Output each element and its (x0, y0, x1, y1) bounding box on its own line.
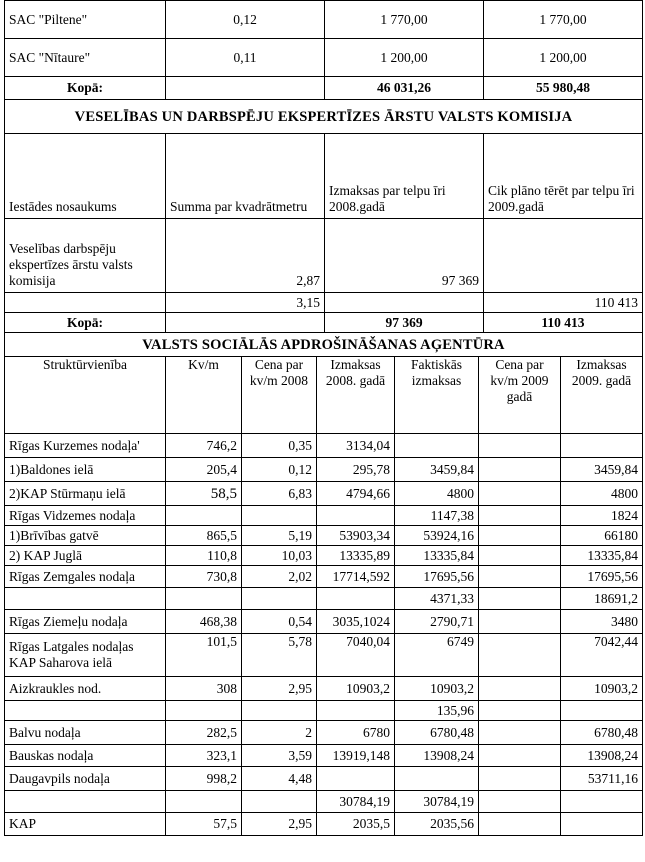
table-row (5, 39, 643, 77)
cena-2009-cell (479, 458, 561, 482)
cena-2009-cell (479, 745, 561, 767)
institution-name: Veselības darbspēju ekspertīzes ārstu valsts komisija (5, 219, 166, 293)
cena-2008-cell: 5,19 (242, 526, 317, 546)
fakt-cell: 6780,48 (395, 721, 479, 745)
struct-name: 2) KAP Juglā (5, 546, 166, 566)
struct-name: Daugavpils nodaļa (5, 767, 166, 791)
fakt-cell: 17695,56 (395, 566, 479, 588)
fakt-cell: 30784,19 (395, 791, 479, 813)
cena-2009-cell (479, 482, 561, 506)
table-row (5, 634, 643, 677)
table-row (5, 434, 643, 458)
izm-2008-cell: 4794,66 (317, 482, 395, 506)
header-struct: Struktūrvienība (5, 357, 166, 434)
cena-2008-cell: 2,95 (242, 813, 317, 836)
cena-2009-cell (479, 610, 561, 634)
cena-2008-cell: 0,12 (242, 458, 317, 482)
kvm-cell: 101,5 (166, 634, 242, 677)
header-price: Summa par kvadrātmetru (166, 134, 325, 219)
plan-2009-cell: 110 413 (484, 293, 643, 313)
struct-name (5, 791, 166, 813)
header-fakt: Faktiskās izmaksas (395, 357, 479, 434)
section1-table (4, 0, 643, 134)
table-row (5, 721, 643, 745)
cena-2008-cell: 4,48 (242, 767, 317, 791)
section2-title: VESELĪBAS UN DARBSPĒJU EKSPERTĪZES ĀRSTU VALSTS KOMISIJA (5, 100, 643, 134)
kvm-cell: 58,5 (166, 482, 242, 506)
izm-2008-cell (317, 506, 395, 526)
izm-2009-cell (561, 813, 643, 836)
izm-2008-cell: 13335,89 (317, 546, 395, 566)
izm-2008-cell (317, 701, 395, 721)
izm-2008-cell: 3134,04 (317, 434, 395, 458)
cena-2008-cell (242, 701, 317, 721)
izm-2008-cell (317, 767, 395, 791)
cena-2008-cell: 0,35 (242, 434, 317, 458)
cena-2009-cell (479, 546, 561, 566)
cena-2009-cell (479, 566, 561, 588)
izm-2009-cell: 3459,84 (561, 458, 643, 482)
total-2009: 55 980,48 (484, 77, 643, 100)
izm-2009-cell: 4800 (561, 482, 643, 506)
struct-name: Rīgas Kurzemes nodaļa' (5, 434, 166, 458)
struct-name (5, 701, 166, 721)
struct-name: KAP (5, 813, 166, 836)
kvm-cell: 110,8 (166, 546, 242, 566)
kvm-cell: 308 (166, 677, 242, 701)
table-row (5, 526, 643, 546)
total-row (5, 77, 643, 100)
total-2008: 97 369 (325, 313, 484, 333)
section2-table (4, 133, 643, 357)
cena-2009-cell (479, 634, 561, 677)
header-izm-2009: Izmaksas 2009. gadā (561, 357, 643, 434)
fakt-cell: 10903,2 (395, 677, 479, 701)
total-row (5, 313, 643, 333)
izm-2009-cell: 10903,2 (561, 677, 643, 701)
izm-2009-cell (561, 791, 643, 813)
cost-2008-cell: 97 369 (325, 219, 484, 293)
kvm-cell: 865,5 (166, 526, 242, 546)
kvm-cell: 323,1 (166, 745, 242, 767)
table-row (5, 293, 643, 313)
struct-name: 1)Brīvības gatvē (5, 526, 166, 546)
plan-2009-cell: 1 770,00 (484, 1, 643, 39)
document-page (4, 0, 642, 836)
table-row (5, 566, 643, 588)
header-cena-2009: Cena par kv/m 2009 gadā (479, 357, 561, 434)
header-row (5, 134, 643, 219)
izm-2009-cell (561, 701, 643, 721)
kvm-cell: 57,5 (166, 813, 242, 836)
izm-2009-cell: 6780,48 (561, 721, 643, 745)
struct-name: Rīgas Zemgales nodaļa (5, 566, 166, 588)
cena-2008-cell: 3,59 (242, 745, 317, 767)
kvm-cell (166, 588, 242, 610)
cena-2009-cell (479, 677, 561, 701)
cena-2008-cell: 6,83 (242, 482, 317, 506)
fakt-cell: 6749 (395, 634, 479, 677)
cena-2008-cell: 0,54 (242, 610, 317, 634)
izm-2009-cell: 13335,84 (561, 546, 643, 566)
section3-title: VALSTS SOCIĀLĀS APDROŠINĀŠANAS AĢENTŪRA (5, 333, 643, 357)
kvm-cell (166, 791, 242, 813)
table-row (5, 1, 643, 39)
kvm-cell: 998,2 (166, 767, 242, 791)
header-name: Iestādes nosaukums (5, 134, 166, 219)
plan-2009-cell: 1 200,00 (484, 39, 643, 77)
table-row (5, 791, 643, 813)
izm-2009-cell: 66180 (561, 526, 643, 546)
struct-name: 2)KAP Stūrmaņu ielā (5, 482, 166, 506)
struct-name: Rīgas Vidzemes nodaļa (5, 506, 166, 526)
table-row (5, 588, 643, 610)
izm-2008-cell (317, 588, 395, 610)
cena-2009-cell (479, 721, 561, 745)
izm-2008-cell: 3035,1024 (317, 610, 395, 634)
total-2009: 110 413 (484, 313, 643, 333)
fakt-cell: 4371,33 (395, 588, 479, 610)
izm-2009-cell: 3480 (561, 610, 643, 634)
fakt-cell: 2035,56 (395, 813, 479, 836)
cena-2009-cell (479, 791, 561, 813)
cost-2008-cell: 1 200,00 (325, 39, 484, 77)
struct-name (5, 588, 166, 610)
table-row (5, 677, 643, 701)
table-row (5, 767, 643, 791)
cena-2008-cell: 10,03 (242, 546, 317, 566)
table-row (5, 813, 643, 836)
fakt-cell: 4800 (395, 482, 479, 506)
cena-2009-cell (479, 506, 561, 526)
cena-2008-cell (242, 506, 317, 526)
izm-2008-cell: 2035,5 (317, 813, 395, 836)
fakt-cell: 13908,24 (395, 745, 479, 767)
table-row (5, 506, 643, 526)
kvm-cell: 730,8 (166, 566, 242, 588)
header-cena-2008: Cena par kv/m 2008 (242, 357, 317, 434)
fakt-cell (395, 767, 479, 791)
kvm-cell: 282,5 (166, 721, 242, 745)
table-row (5, 482, 643, 506)
section3-table (4, 356, 643, 836)
table-row (5, 546, 643, 566)
fakt-cell: 135,96 (395, 701, 479, 721)
cost-2008-cell: 1 770,00 (325, 1, 484, 39)
cena-2009-cell (479, 767, 561, 791)
total-2008: 46 031,26 (325, 77, 484, 100)
izm-2008-cell: 7040,04 (317, 634, 395, 677)
fakt-cell: 3459,84 (395, 458, 479, 482)
header-cost-2008: Izmaksas par telpu īri 2008.gadā (325, 134, 484, 219)
izm-2009-cell: 13908,24 (561, 745, 643, 767)
fakt-cell: 2790,71 (395, 610, 479, 634)
price-cell: 2,87 (166, 219, 325, 293)
struct-name: Rīgas Latgales nodaļas KAP Saharova ielā (5, 634, 166, 677)
kvm-cell (166, 506, 242, 526)
kvm-cell: 468,38 (166, 610, 242, 634)
cena-2009-cell (479, 434, 561, 458)
izm-2008-cell: 53903,34 (317, 526, 395, 546)
kvm-cell: 205,4 (166, 458, 242, 482)
cena-2008-cell: 2,02 (242, 566, 317, 588)
fakt-cell: 1147,38 (395, 506, 479, 526)
izm-2008-cell: 6780 (317, 721, 395, 745)
fakt-cell: 53924,16 (395, 526, 479, 546)
fakt-cell: 13335,84 (395, 546, 479, 566)
izm-2009-cell: 1824 (561, 506, 643, 526)
cena-2008-cell: 5,78 (242, 634, 317, 677)
header-izm-2008: Izmaksas 2008. gadā (317, 357, 395, 434)
cena-2009-cell (479, 813, 561, 836)
price-cell: 3,15 (166, 293, 325, 313)
table-row (5, 610, 643, 634)
kvm-cell: 746,2 (166, 434, 242, 458)
section-title-row (5, 100, 643, 134)
cena-2008-cell: 2,95 (242, 677, 317, 701)
izm-2008-cell: 17714,592 (317, 566, 395, 588)
struct-name: Aizkraukles nod. (5, 677, 166, 701)
price-cell: 0,12 (166, 1, 325, 39)
izm-2008-cell: 30784,19 (317, 791, 395, 813)
cena-2008-cell (242, 791, 317, 813)
izm-2009-cell: 17695,56 (561, 566, 643, 588)
header-plan-2009: Cik plāno tērēt par telpu īri 2009.gadā (484, 134, 643, 219)
cena-2009-cell (479, 588, 561, 610)
total-label: Kopā: (5, 77, 166, 100)
institution-name: SAC "Piltene" (5, 1, 166, 39)
table-row (5, 458, 643, 482)
table-row (5, 219, 643, 293)
section-title-row (5, 333, 643, 357)
izm-2009-cell: 53711,16 (561, 767, 643, 791)
cena-2008-cell: 2 (242, 721, 317, 745)
izm-2009-cell (561, 434, 643, 458)
izm-2008-cell: 10903,2 (317, 677, 395, 701)
table-row (5, 701, 643, 721)
izm-2009-cell: 7042,44 (561, 634, 643, 677)
struct-name: 1)Baldones ielā (5, 458, 166, 482)
header-row (5, 357, 643, 434)
struct-name: Rīgas Ziemeļu nodaļa (5, 610, 166, 634)
izm-2008-cell: 13919,148 (317, 745, 395, 767)
struct-name: Bauskas nodaļa (5, 745, 166, 767)
table-row (5, 745, 643, 767)
cena-2008-cell (242, 588, 317, 610)
cena-2009-cell (479, 701, 561, 721)
izm-2009-cell: 18691,2 (561, 588, 643, 610)
cena-2009-cell (479, 526, 561, 546)
institution-name: SAC "Nītaure" (5, 39, 166, 77)
struct-name: Balvu nodaļa (5, 721, 166, 745)
price-cell: 0,11 (166, 39, 325, 77)
fakt-cell (395, 434, 479, 458)
header-kvm: Kv/m (166, 357, 242, 434)
total-label: Kopā: (5, 313, 166, 333)
kvm-cell (166, 701, 242, 721)
izm-2008-cell: 295,78 (317, 458, 395, 482)
